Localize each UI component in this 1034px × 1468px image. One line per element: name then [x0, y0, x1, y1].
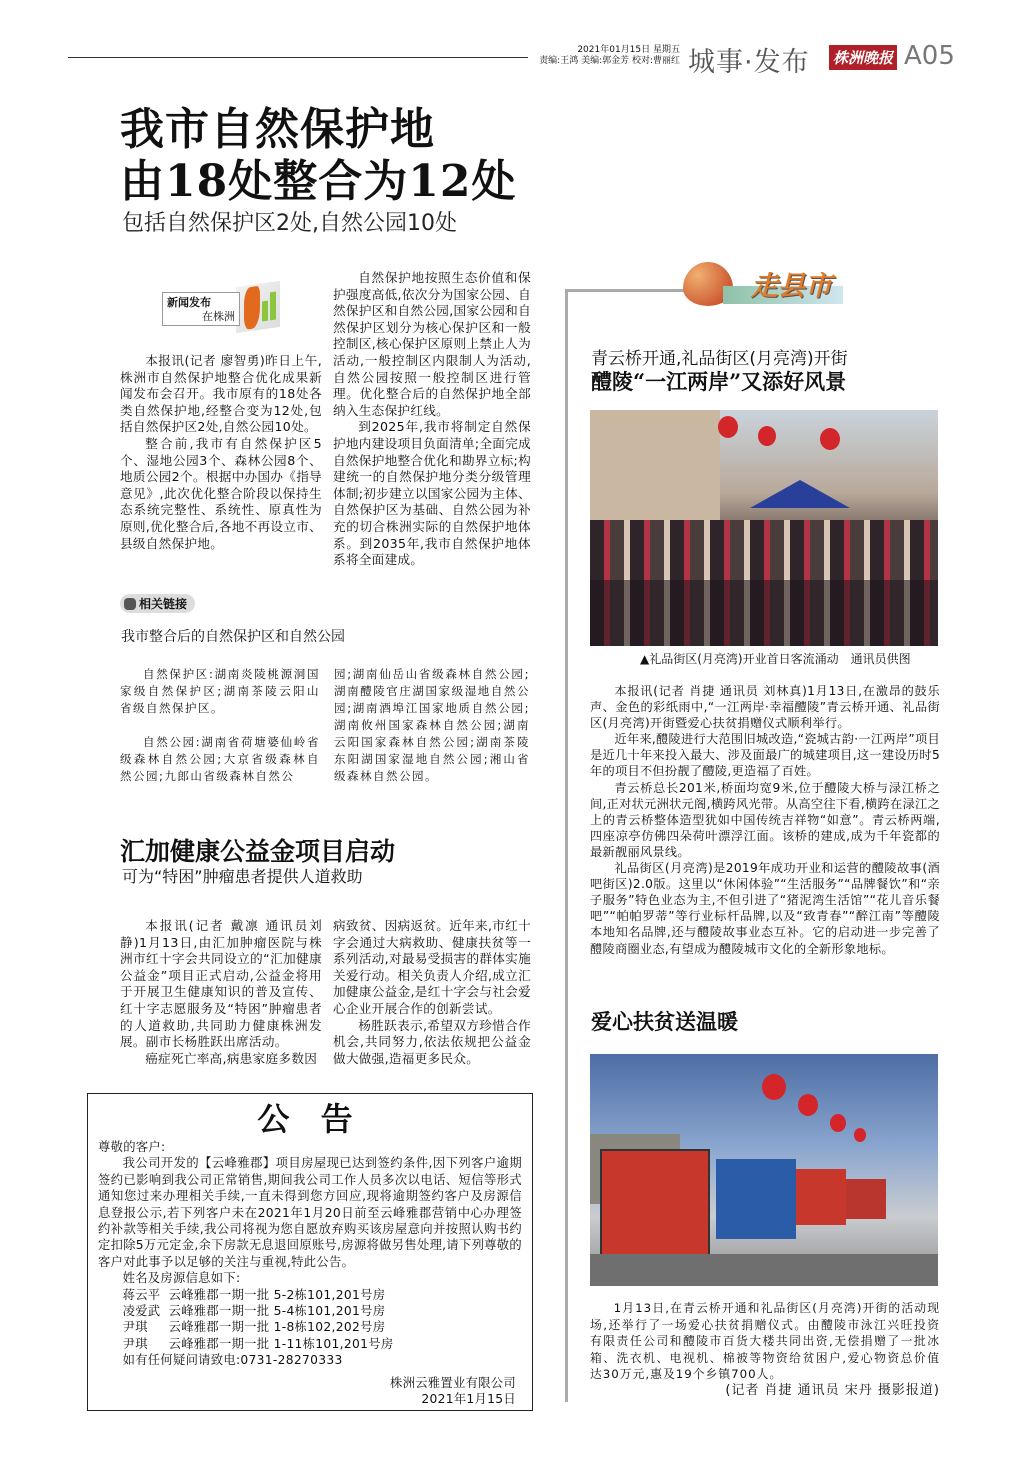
paragraph: 自然保护区:湖南炎陵桃源洞国家级自然保护区;湖南茶陵云阳山省级自然保护区。 — [120, 667, 320, 715]
paragraph: 本报讯(记者 廖智勇)昨日上午,株洲市自然保护地整合优化成果新闻发布会召开。我市原有的18处各类自然保护地,经整合变为12处,包括自然保护区2处,自然公园10处。 — [120, 353, 322, 435]
paragraph: 癌症死亡率高,病患家庭多数因 — [145, 1050, 318, 1066]
notice-entry — [98, 1303, 522, 1319]
paper-logo: 株洲晚报 — [829, 45, 897, 70]
headline-line-2: 由18处整合为12处 — [120, 156, 517, 207]
column-frame-left — [565, 289, 568, 1402]
entry-unit: 云峰雅郡一期一批 1-8栋102,202号房 — [168, 1320, 386, 1335]
charity-body — [590, 1300, 940, 1400]
notice-title: 公 告 — [257, 1100, 363, 1138]
paragraph: 本报讯(记者 戴凛 通讯员刘静)1月13日,由汇加肿瘤医院与株洲市红十字会共同设立的“汇加健康公益金”项目正式启动,公益金将用于开展卫生健康知识的普及宣传、红十字志愿服务及“特困”肿瘤患者的人道救助,共同助力健康株洲发展。副市长杨胜跃出席活动。 — [120, 918, 322, 1050]
header-meta — [540, 45, 680, 67]
public-notice — [87, 1093, 533, 1411]
notice-contact: 如有任何疑问请致电:0731-28270333 — [122, 1353, 343, 1368]
map-chart-icon — [236, 281, 280, 333]
charity-headline: 爱心扶贫送温暖 — [591, 1009, 738, 1034]
news-release-badge — [162, 284, 290, 334]
charity-byline: (记者 肖捷 通讯员 宋丹 摄影报道) — [725, 1382, 940, 1398]
paragraph: 青云桥总长201米,桥面均宽9米,位于醴陵大桥与渌江桥之间,正对状元洲状元阁,横跨风光带。从高空往下看,横跨在渌江之上的青云桥整体造型犹如中国传统吉祥物“如意”。青云桥两端,四座凉亭仿佛四朵荷叶漂浮江面。该桥的建成,成为千年瓷都的最新靓丽风景线。 — [590, 780, 940, 859]
entry-unit: 云峰雅郡一期一批 5-2栋101,201号房 — [168, 1287, 386, 1302]
lead-headline — [120, 104, 516, 208]
fund-column-1 — [120, 918, 322, 1067]
notice-entry — [98, 1319, 522, 1335]
entry-unit: 云峰雅郡一期一批 5-4栋101,201号房 — [168, 1304, 386, 1319]
notice-salutation: 尊敬的客户: — [98, 1140, 166, 1154]
notice-entry — [98, 1287, 522, 1303]
notice-entry — [98, 1336, 522, 1352]
county-headline: 醴陵“一江两岸”又添好风景 — [591, 369, 847, 394]
paragraph: 到2025年,我市将制定自然保护地内建设项目负面清单;全面完成自然保护地整合优化和勘界立标;构建统一的自然保护地分类分级管理体制;初步建立以国家公园为主体、自然保护区为基础、自然公园为补充的切合株洲实际的自然保护地体系。到2035年,我市自然保护地体系将全面建成。 — [333, 419, 531, 568]
paragraph: 1月13日,在青云桥开通和礼品街区(月亮湾)开街的活动现场,还举行了一场爱心扶贫捐赠仪式。由醴陵市泳江兴旺投资有限责任公司和醴陵市百货大楼共同出资,无偿捐赠了一批冰箱、洗衣机、电视机、棉被等物资给贫困户,爱心物资总价值达30万元,惠及19个乡镇700人。 — [590, 1301, 940, 1382]
paragraph: 自然保护地按照生态价值和保护强度高低,依次分为国家公园、自然保护区和自然公园,国家公园和自然保护区划分为核心保护区和一般控制区,核心保护区原则上禁止人为活动,一般控制区内限制人为活动,自然公园按照一般控制区进行管理。优化整合后的自然保护地全部纳入生态保护红线。 — [333, 270, 531, 418]
entry-unit: 云峰雅郡一期一批 1-11栋101,201号房 — [168, 1336, 394, 1351]
paragraph: 近年来,醴陵进行大范围旧城改造,“瓷城古韵·一江两岸”项目是近几十年来投入最大、涉及面最广的城建项目,这一建设历时5年的项目不但扮靓了醴陵,更造福了百姓。 — [590, 732, 940, 779]
county-body — [590, 683, 940, 957]
column-frame-top — [565, 289, 685, 292]
county-logo — [683, 262, 853, 308]
speech-bubble-icon — [124, 598, 136, 610]
related-tag-label: 相关链接 — [139, 597, 188, 611]
fund-subtitle: 可为“特困”肿瘤患者提供人道救助 — [122, 867, 363, 886]
paragraph: 礼品街区(月亮湾)是2019年成功开业和运营的醴陵故事(酒吧街区)2.0版。这里以“休闲体验”“生活服务”“品牌餐饮”和“亲子服务”特色业态为主,不但引进了“猪泥湾生活馆”“花儿音乐餐吧”“帕帕罗蒂”等行业标杆品牌,以及“致青春”“醉江南”等醴陵本地知名品牌,还与醴陵故事业态互补。它的启动进一步完善了醴陵商圈业态,有望成为醴陵城市文化的全新形象地标。 — [590, 861, 940, 956]
badge-line-1: 新闻发布 — [167, 296, 211, 309]
issue-date: 2021年01月15日 星期五 — [577, 45, 680, 55]
street-crowd-photo — [590, 410, 938, 646]
page-number: A05 — [904, 41, 955, 71]
county-logo-text: 走县市 — [751, 271, 832, 302]
header-rule — [68, 57, 528, 58]
editor-credits: 责编:王鸿 美编:郭金芳 校对:曹丽红 — [539, 56, 680, 66]
paragraph: 杨胜跃表示,希望双方珍惜合作机会,共同努力,依法依规把公益金做大做强,造福更多民众。 — [333, 1017, 531, 1066]
lead-column-1 — [120, 353, 322, 552]
fund-column-2 — [333, 918, 531, 1067]
headline-line-1: 我市自然保护地 — [120, 104, 435, 155]
entry-name: 蒋云平 — [122, 1287, 161, 1302]
entry-name: 尹琪 — [122, 1320, 148, 1335]
section-name: 城事·发布 — [688, 47, 810, 78]
notice-company: 株洲云雅置业有限公司 — [390, 1375, 516, 1390]
photo-caption: ▲礼品街区(月亮湾)开业首日客流涌动 通讯员供图 — [640, 652, 911, 666]
notice-body: 我公司开发的【云峰雅郡】项目房屋现已达到签约条件,因下列客户逾期签约已影响到我公司正常销售,期间我公司工作人员多次以电话、短信等形式通知您过来办理相关手续,一直未得到您方回应,现将逾期签约客户及房源信息登报公示,若下列客户未在2021年1月20日前至云峰雅郡营销中心办理签约补款等相关手续,我公司将视为您自愿放弃购买该房屋意向并按照认购书约定扣除5万元定金,余下房款无息退回原账号,房源将做另售处理,请下列尊敬的客户对此事予以足够的关注与重视,特此公告。 — [98, 1156, 522, 1269]
related-links-tag — [120, 594, 195, 613]
related-column-1 — [120, 666, 320, 785]
donation-trucks-photo — [590, 1054, 938, 1286]
badge-line-2: 在株洲 — [202, 310, 235, 323]
related-title: 我市整合后的自然保护区和自然公园 — [121, 629, 345, 645]
lead-subtitle: 包括自然保护区2处,自然公园10处 — [122, 211, 457, 236]
paragraph: 病致贫、因病返贫。近年来,市红十字会通过大病救助、健康扶贫等一系列活动,对最易受损害的群体实施关爱行动。相关负责人介绍,成立汇加健康公益金,是红十字会与社会爱心企业开展合作的创新尝试。 — [333, 918, 531, 1016]
paragraph: 本报讯(记者 肖捷 通讯员 刘林真)1月13日,在激昂的鼓乐声、金色的彩纸雨中,“一江两岸·幸福醴陵”青云桥开通、礼品街区(月亮湾)开街暨爱心扶贫捐赠仪式顺利举行。 — [590, 684, 940, 731]
paragraph: 自然公园:湖南省荷塘婆仙岭省级森林自然公园;大京省级森林自然公园;九郎山省级森林自然公 — [120, 735, 320, 783]
entry-name: 尹琪 — [122, 1336, 148, 1351]
notice-date: 2021年1月15日 — [421, 1392, 516, 1407]
fund-headline: 汇加健康公益金项目启动 — [120, 837, 396, 866]
paragraph: 整合前,我市有自然保护区5个、湿地公园3个、森林公园8个、地质公园2个。根据中办国办《指导意见》,此次优化整合阶段以保持生态系统完整性、系统性、原真性为原则,优化整合后,各地不再设立市、县级自然保护地。 — [120, 435, 323, 551]
lead-column-2 — [333, 270, 531, 569]
county-kicker: 青云桥开通,礼品街区(月亮湾)开街 — [591, 349, 848, 369]
entry-name: 凌爱武 — [122, 1304, 161, 1319]
related-column-2: 园;湖南仙岳山省级森林自然公园;湖南醴陵官庄湖国家级湿地自然公园;湖南酒埠江国家地质自然公园;湖南攸州国家森林自然公园;湖南云阳国家森林自然公园;湖南茶陵东阳湖国家湿地自然公园;湘山省级森林自然公园。 — [334, 667, 530, 783]
notice-list-intro: 姓名及房源信息如下: — [122, 1271, 241, 1286]
